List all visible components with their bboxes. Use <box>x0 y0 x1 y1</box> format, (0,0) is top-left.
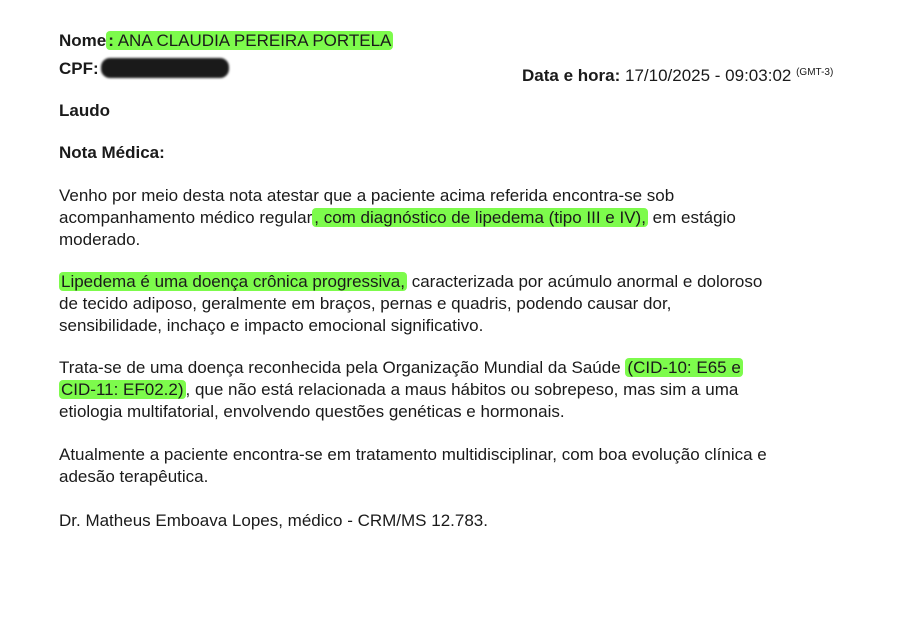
p1-line2-start: acompanhamento médico regular <box>59 208 313 227</box>
p1-line2 <box>59 207 736 229</box>
doctor-signature: Dr. Matheus Emboava Lopes, médico - CRM/MS 12.783. <box>59 511 488 530</box>
cpf-label: CPF: <box>59 59 99 78</box>
p2-line1-end: caracterizada por acúmulo anormal e doloroso <box>406 272 763 291</box>
p1-line3: moderado. <box>59 230 141 249</box>
name-colon: : <box>108 31 114 50</box>
p2-line2: de tecido adiposo, geralmente em braços, pernas e quadris, podendo causar dor, <box>59 294 672 313</box>
cid10-highlight: (CID-10: E65 e <box>627 358 741 377</box>
patient-name: ANA CLAUDIA PEREIRA PORTELA <box>117 31 392 50</box>
name-highlight <box>106 31 393 50</box>
doc-type: Laudo <box>59 101 110 120</box>
cpf-row <box>59 58 229 80</box>
section-title: Nota Médica: <box>59 143 165 162</box>
patient-name-row <box>59 30 393 52</box>
datetime-row <box>522 62 833 87</box>
p1-line1: Venho por meio desta nota atestar que a paciente acima referida encontra-se sob <box>59 186 675 205</box>
p3-line3: etiologia multifatorial, envolvendo questões genéticas e hormonais. <box>59 402 565 421</box>
p3-line2 <box>59 379 738 401</box>
datetime-label: Data e hora: <box>522 66 621 85</box>
p3-line1 <box>59 357 743 379</box>
p3-line1-start: Trata-se de uma doença reconhecida pela Organização Mundial da Saúde <box>59 358 626 377</box>
cid11-highlight: CID-11: EF02.2) <box>61 380 184 399</box>
p2-line3: sensibilidade, inchaço e impacto emocional significativo. <box>59 316 484 335</box>
p1-line2-end: em estágio <box>647 208 736 227</box>
diagnosis-highlight: , com diagnóstico de lipedema (tipo III e IV), <box>314 208 646 227</box>
p3-line2-end: , que não está relacionada a maus hábitos ou sobrepeso, mas sim a uma <box>185 380 739 399</box>
p2-line1 <box>59 271 762 293</box>
name-label: Nome <box>59 31 107 50</box>
timezone: (GMT-3) <box>796 67 834 78</box>
lipedema-highlight: Lipedema é uma doença crônica progressiva, <box>61 272 405 291</box>
p4-line2: adesão terapêutica. <box>59 467 209 486</box>
datetime-value: 17/10/2025 - 09:03:02 <box>624 66 792 85</box>
p4-line1: Atualmente a paciente encontra-se em tratamento multidisciplinar, com boa evolução clínica e <box>59 445 767 464</box>
cpf-redaction <box>101 58 229 78</box>
